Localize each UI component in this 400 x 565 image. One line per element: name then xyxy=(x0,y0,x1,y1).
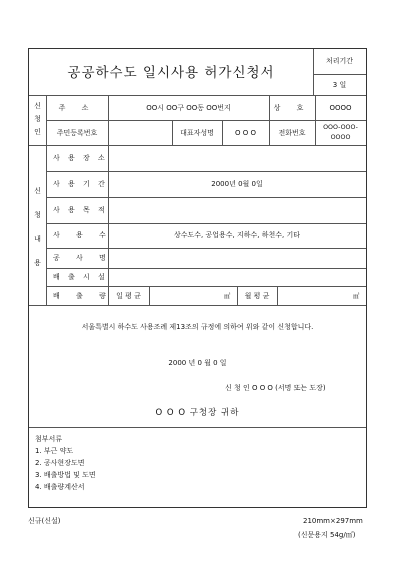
attachment-item: 2. 공사현장도면 xyxy=(35,459,85,467)
daily-unit: ㎥ xyxy=(224,293,231,300)
footer-paper-size: 210mm×297mm xyxy=(303,517,363,525)
monthly-unit: ㎥ xyxy=(353,293,360,300)
declaration-signer: 신 청 인 O O O (서명 또는 도장) xyxy=(225,384,326,392)
use-purpose-label: 사 용 목 적 xyxy=(53,206,108,214)
footer-form-type: 신규(신설) xyxy=(28,517,61,525)
col-divider xyxy=(108,95,109,305)
processing-label: 처리기간 xyxy=(325,57,354,65)
phone-value: OOO-OOO-OOOO xyxy=(323,124,358,141)
attachments-heading: 첨부서류 xyxy=(35,435,63,443)
col-divider xyxy=(46,95,47,305)
row-divider xyxy=(46,171,366,172)
form-title: 공공하수도 일시사용 허가신청서 xyxy=(67,65,275,81)
declaration-recipient: O O O 구청장 귀하 xyxy=(155,408,240,418)
project-name-label: 공 사 명 xyxy=(53,254,113,262)
row-divider xyxy=(46,248,366,249)
daily-average-label: 일 평 균 xyxy=(116,292,141,300)
representative-value: O O O xyxy=(235,129,256,137)
phone-label: 전화번호 xyxy=(278,129,306,137)
use-period-value: 2000년 0월 0일 xyxy=(211,180,263,188)
row-divider xyxy=(46,120,366,121)
water-type-value: 상수도수, 공업용수, 지하수, 하천수, 기타 xyxy=(174,231,300,239)
request-section-char: 내 xyxy=(34,235,41,243)
declaration-statement: 서울특별시 하수도 사용조례 제13조의 규정에 의하여 위와 같이 신청합니다. xyxy=(81,323,314,331)
processing-value: 3 일 xyxy=(332,81,347,89)
declaration-date: 2000 년 0 월 0 일 xyxy=(168,359,227,367)
attachment-item: 3. 배출방법 및 도면 xyxy=(35,471,96,479)
row-divider xyxy=(29,427,366,428)
address-label: 주 소 xyxy=(58,104,96,112)
row-divider xyxy=(46,268,366,269)
footer-paper-spec: (신문용지 54g/㎡) xyxy=(298,531,356,539)
row-divider xyxy=(29,305,366,306)
request-section-char: 신 xyxy=(34,187,41,195)
water-type-label: 사 용 수 xyxy=(53,231,113,239)
permit-application-form xyxy=(28,48,367,508)
discharge-facility-label: 배 출 시 설 xyxy=(53,273,108,281)
attachment-item: 1. 부근 약도 xyxy=(35,447,74,455)
row-divider xyxy=(46,223,366,224)
col-divider xyxy=(149,286,150,305)
discharge-amount-label: 배 출 량 xyxy=(53,292,113,300)
row-divider xyxy=(46,197,366,198)
use-place-label: 사 용 장 소 xyxy=(53,154,108,162)
request-section-char: 용 xyxy=(34,259,41,267)
monthly-average-label: 월 평 균 xyxy=(244,292,270,300)
applicant-section-char: 신 xyxy=(34,102,41,110)
request-section-char: 청 xyxy=(34,211,41,219)
rrn-label: 주민등록번호 xyxy=(56,129,98,137)
col-divider xyxy=(277,286,278,305)
representative-label: 대표자성명 xyxy=(180,129,214,137)
use-period-label: 사 용 기 간 xyxy=(53,180,108,188)
processing-divider xyxy=(313,74,366,75)
row-divider xyxy=(46,286,366,287)
address-value: OO시 OO구 OO동 OO번지 xyxy=(146,104,231,112)
attachment-item: 4. 배출량계산서 xyxy=(35,483,85,491)
applicant-section-char: 청 xyxy=(34,115,41,123)
trade-name-label: 상 호 xyxy=(273,104,311,112)
applicant-section-char: 인 xyxy=(34,128,41,136)
row-divider xyxy=(29,145,366,146)
trade-name-value: OOOO xyxy=(329,104,352,112)
